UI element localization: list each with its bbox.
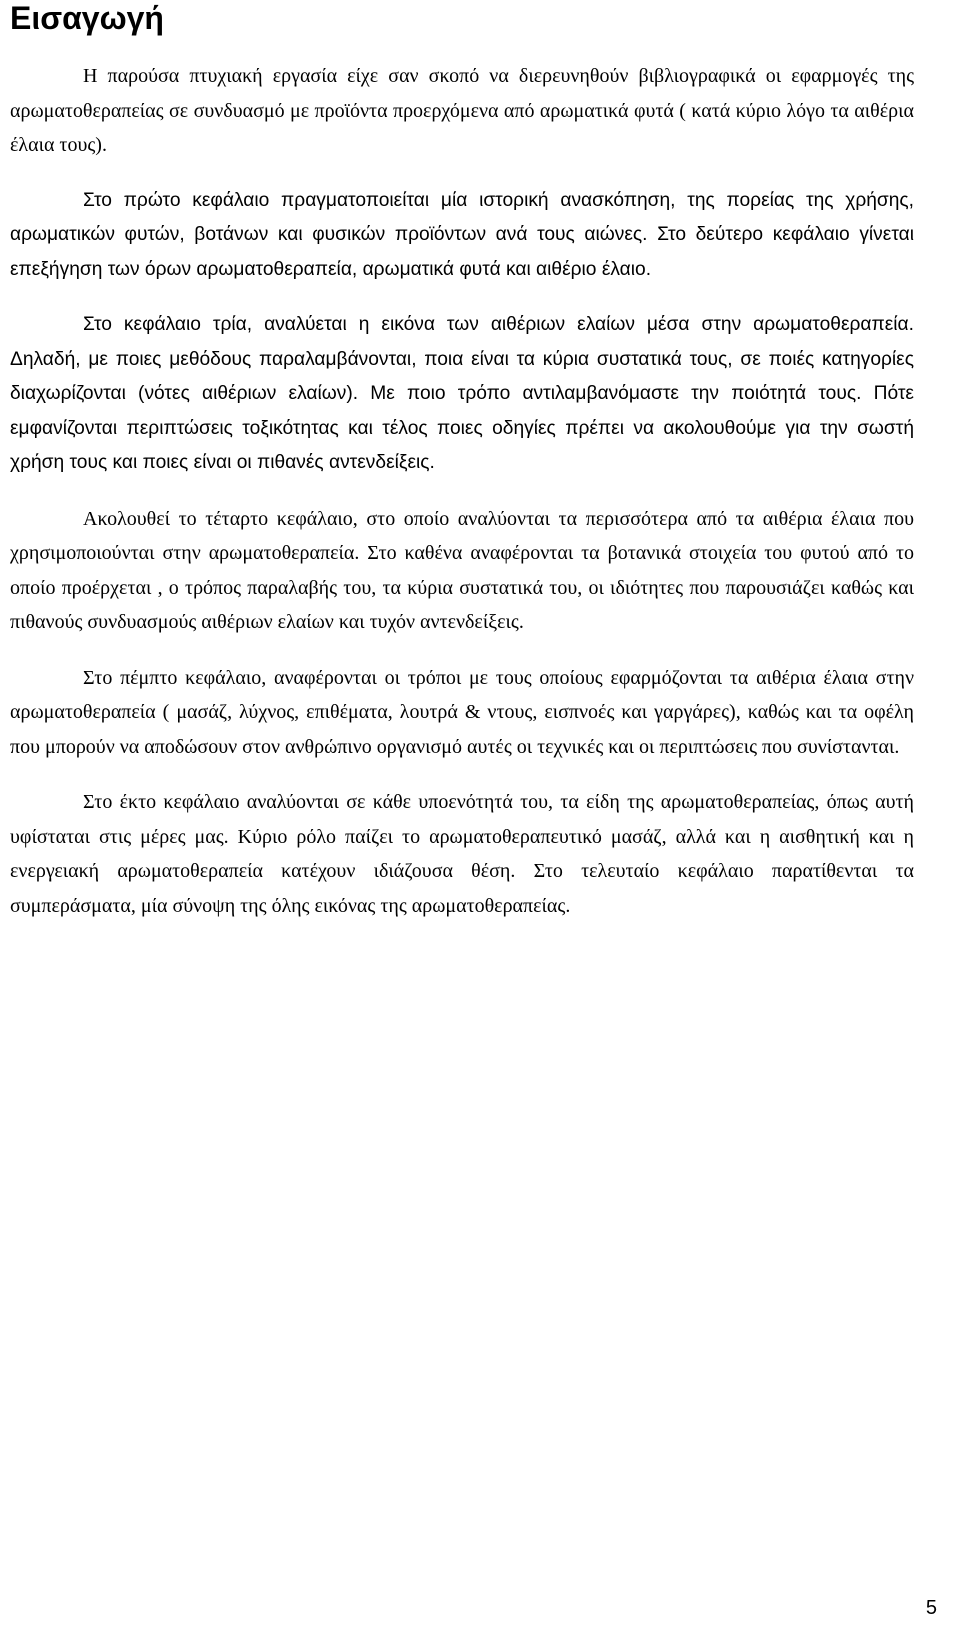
paragraph-purpose: Η παρούσα πτυχιακή εργασία είχε σαν σκοπό να διερευνηθούν βιβλιογραφικά οι εφαρμογές της αρωματοθεραπείας σε συνδυασμό με προϊόντα προερχόμενα από αρωματικά φυτά ( κατά κύριο λόγο τα αιθέρια έλαια τους).: [10, 65, 914, 156]
paragraph-chapters-1-2: Στο πρώτο κεφάλαιο πραγματοποιείται μία ιστορική ανασκόπηση, της πορείας της χρήσης, αρωματικών φυτών, βοτάνων και φυσικών προϊόντων ανά τους αιώνες. Στο δεύτερο κεφάλαιο γίνεται επεξήγηση των όρων αρωματοθεραπεία, αρωματικά φυτά και αιθέριο έλαιο.: [10, 189, 914, 280]
section-heading: Εισαγωγή: [10, 0, 164, 36]
paragraph-chapter-6: Στο έκτο κεφάλαιο αναλύονται σε κάθε υποενότητά του, τα είδη της αρωματοθεραπείας, όπως αυτή υφίσταται στις μέρες μας. Κύριο ρόλο παίζει το αρωματοθεραπευτικό μασάζ, αλλά και η αισθητική και η ενεργειακή αρωματοθεραπεία κατέχουν ιδιάζουσα θέση. Στο τελευταίο κεφάλαιο παρατίθενται τα συμπεράσματα, μία σύνοψη της όλης εικόνας της αρωματοθεραπείας.: [10, 791, 914, 917]
paragraph-chapter-3: Στο κεφάλαιο τρία, αναλύεται η εικόνα των αιθέριων ελαίων μέσα στην αρωματοθεραπεία. Δηλαδή, με ποιες μεθόδους παραλαμβάνονται, ποια είναι τα κύρια συστατικά τους, σε ποιές κατηγορίες διαχωρίζονται (νότες αιθέριων ελαίων). Με ποιο τρόπο αντιλαμβανόμαστε την ποιότητά τους. Πότε εμφανίζονται περιπτώσεις τοξικότητας και τέλος ποιες οδηγίες πρέπει να ακολουθούμε για την σωστή χρήση τους και ποιες είναι οι πιθανές αντενδείξεις.: [10, 314, 914, 473]
page-number: 5: [925, 1597, 937, 1619]
paragraph-chapter-4: Ακολουθεί το τέταρτο κεφάλαιο, στο οποίο αναλύονται τα περισσότερα από τα αιθέρια έλαια που χρησιμοποιούνται στην αρωματοθεραπεία. Στο καθένα αναφέρονται τα βοτανικά στοιχεία του φυτού από το οποίο προέρχεται , ο τρόπος παραλαβής του, τα κύρια συστατικά του, οι ιδιότητες που παρουσιάζει καθώς και πιθανούς συνδυασμούς αιθέριων ελαίων και τυχόν αντενδείξεις.: [10, 507, 914, 633]
paragraph-chapter-5: Στο πέμπτο κεφάλαιο, αναφέρονται οι τρόποι με τους οποίους εφαρμόζονται τα αιθέρια έλαια στην αρωματοθεραπεία ( μασάζ, λύχνος, επιθέματα, λουτρά & ντους, εισπνοές και γαργάρες), καθώς και τα οφέλη που μπορούν να αποδώσουν στον ανθρώπινο οργανισμό αυτές οι τεχνικές και οι περιπτώσεις που συνίστανται.: [10, 666, 914, 758]
body-text: [10, 59, 914, 944]
